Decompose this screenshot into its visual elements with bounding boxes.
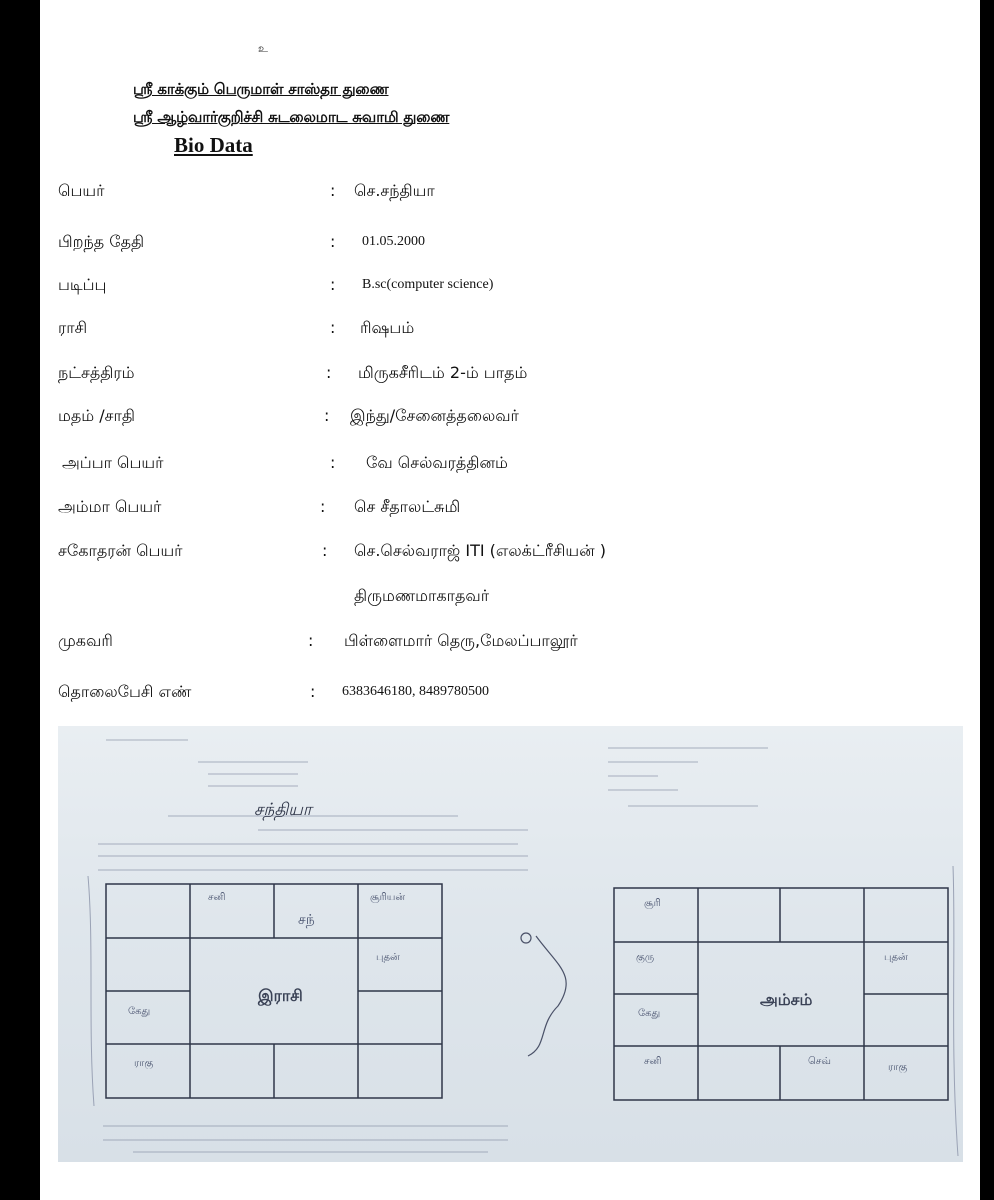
amsam-cell-note: குரு bbox=[636, 952, 655, 963]
field-value: மிருகசீரிடம் 2-ம் பாதம் bbox=[358, 363, 528, 382]
field-value-continuation: திருமணமாகாதவர் bbox=[354, 586, 490, 605]
field-value: ரிஷபம் bbox=[360, 318, 415, 337]
field-separator: : bbox=[326, 363, 332, 382]
field-row-rasi bbox=[58, 318, 958, 344]
field-value: B.sc(computer science) bbox=[362, 277, 494, 292]
field-value: செ.செல்வராஜ் ITI (எலக்ட்ரீசியன் ) bbox=[354, 541, 606, 560]
field-separator: : bbox=[324, 406, 330, 425]
field-row-religion-caste bbox=[58, 406, 958, 432]
rasi-cell-note: ராகு bbox=[134, 1058, 154, 1069]
amsam-cell-note: சனி bbox=[644, 1056, 662, 1067]
rasi-cell-note: சந் bbox=[298, 912, 315, 928]
field-row-brother bbox=[58, 541, 958, 567]
horoscope-chart-lines bbox=[58, 726, 963, 1162]
field-row-dob bbox=[58, 232, 958, 258]
amsam-cell-note: கேது bbox=[638, 1008, 661, 1019]
field-separator: : bbox=[330, 318, 336, 337]
field-value: 01.05.2000 bbox=[362, 234, 425, 249]
field-value: இந்து/சேனைத்தலைவர் bbox=[350, 406, 519, 425]
rasi-cell-note: சூரியன் bbox=[370, 892, 406, 903]
field-value: 6383646180, 8489780500 bbox=[342, 684, 489, 699]
field-row-name bbox=[58, 181, 958, 207]
field-value: பிள்ளைமார் தெரு,மேலப்பாலூர் bbox=[344, 631, 578, 650]
field-separator: : bbox=[308, 631, 314, 650]
pillaiyar-suzhi: உ bbox=[258, 42, 268, 55]
document-title: Bio Data bbox=[174, 133, 253, 157]
rasi-cell-note: புதன் bbox=[376, 952, 400, 963]
rasi-cell-note: கேது bbox=[128, 1006, 151, 1017]
amsam-cell-note: ராகு bbox=[888, 1062, 908, 1073]
field-row-star bbox=[58, 363, 958, 389]
field-label: முகவரி bbox=[58, 631, 113, 650]
field-separator: : bbox=[330, 181, 336, 200]
field-label: நட்சத்திரம் bbox=[58, 363, 135, 382]
amsam-cell-note: சூரி bbox=[644, 898, 661, 909]
field-separator: : bbox=[310, 682, 316, 701]
field-separator: : bbox=[330, 453, 336, 472]
field-label: படிப்பு bbox=[58, 275, 107, 294]
field-row-father bbox=[58, 453, 958, 479]
field-row-mother bbox=[58, 497, 958, 523]
field-label: பிறந்த தேதி bbox=[58, 232, 145, 251]
header-line-2: ஸ்ரீ ஆழ்வார்குறிச்சி சுடலைமாட சுவாமி துணை bbox=[133, 108, 450, 126]
field-label: தொலைபேசி எண் bbox=[58, 682, 192, 701]
amsam-cell-note: செவ் bbox=[808, 1056, 831, 1067]
field-value: செ.சந்தியா bbox=[354, 181, 435, 200]
rasi-cell-note: சனி bbox=[208, 892, 226, 903]
field-label: ராசி bbox=[58, 318, 88, 337]
bio-data-page bbox=[40, 0, 980, 1200]
field-separator: : bbox=[330, 275, 336, 294]
amsam-cell-note: புதன் bbox=[884, 952, 908, 963]
field-label: பெயர் bbox=[58, 181, 105, 200]
header-line-1: ஸ்ரீ காக்கும் பெருமாள் சாஸ்தா துணை bbox=[133, 80, 389, 98]
field-separator: : bbox=[320, 497, 326, 516]
field-label: அப்பா பெயர் bbox=[62, 453, 164, 472]
amsam-chart-label: அம்சம் bbox=[760, 990, 813, 1009]
horoscope-handwritten-name: சந்தியா bbox=[254, 800, 312, 820]
field-label: சகோதரன் பெயர் bbox=[58, 541, 183, 560]
field-row-address bbox=[58, 631, 958, 657]
field-value: வே செல்வரத்தினம் bbox=[366, 453, 508, 472]
field-row-brother-status bbox=[58, 586, 958, 612]
rasi-chart-label: இராசி bbox=[258, 986, 303, 1005]
field-row-education bbox=[58, 275, 958, 301]
field-label: மதம் /சாதி bbox=[58, 406, 135, 425]
field-value: செ சீதாலட்சுமி bbox=[354, 497, 461, 516]
field-label: அம்மா பெயர் bbox=[58, 497, 162, 516]
field-row-phone bbox=[58, 682, 958, 708]
field-separator: : bbox=[330, 232, 336, 251]
field-separator: : bbox=[322, 541, 328, 560]
horoscope-photo bbox=[58, 726, 963, 1162]
